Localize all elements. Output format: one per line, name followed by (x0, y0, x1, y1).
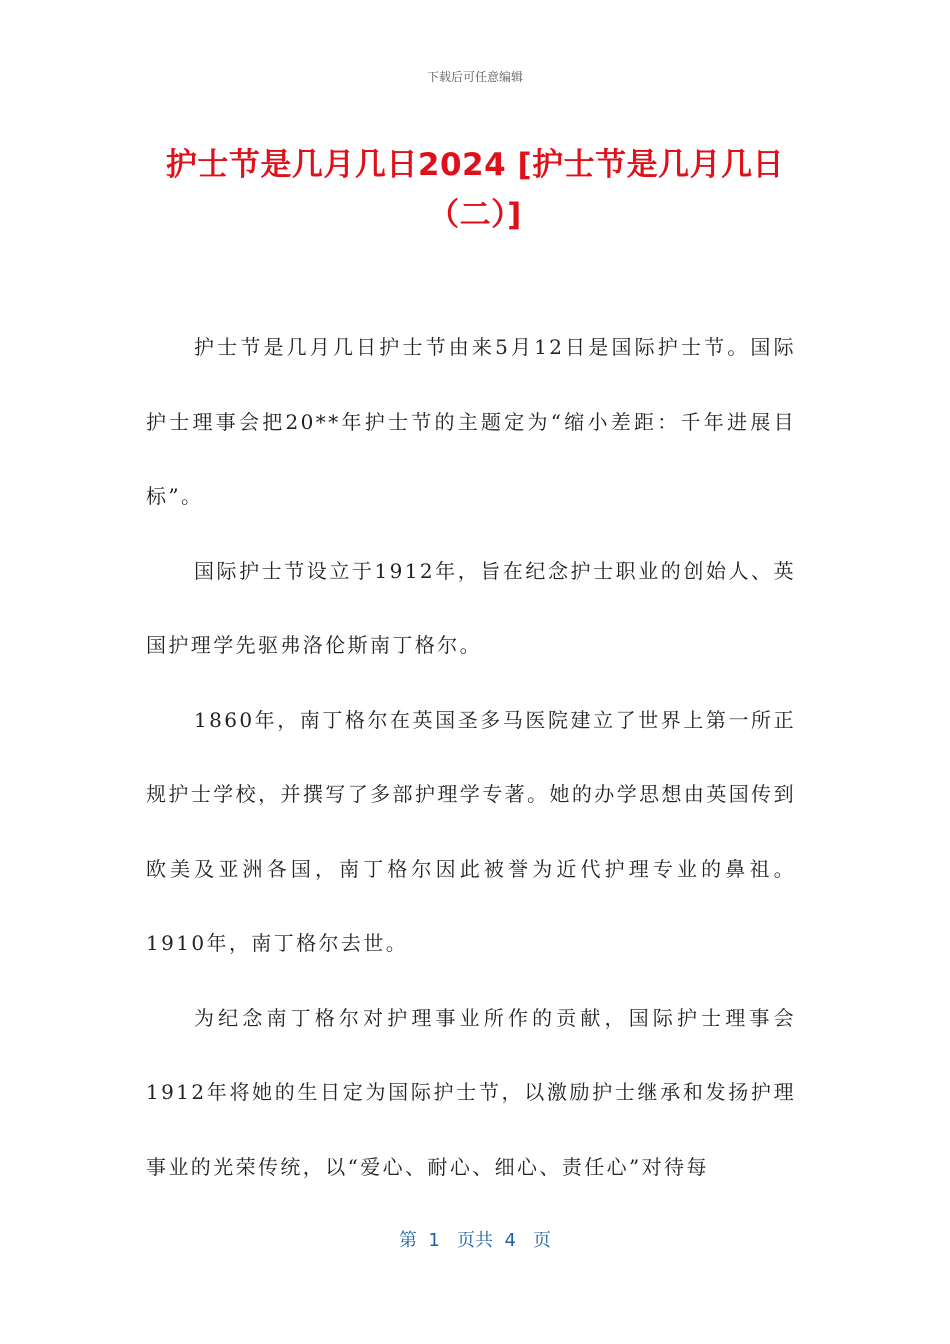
header-note: 下载后可任意编辑 (426, 70, 523, 84)
document-body (146, 310, 796, 1204)
paragraph-2: 国际护士节设立于1912年，旨在纪念护士职业的创始人、英国护理学先驱弗洛伦斯南丁格尔。 (146, 558, 796, 657)
paragraph-3: 1860年，南丁格尔在英国圣多马医院建立了世界上第一所正规护士学校，并撰写了多部护理学专著。她的办学思想由英国传到欧美及亚洲各国，南丁格尔因此被誉为近代护理专业的鼻祖。1910年，南丁格尔去世。 (146, 707, 796, 955)
paragraph-1: 护士节是几月几日护士节由来5月12日是国际护士节。国际护士理事会把20**年护士节的主题定为“缩小差距：千年进展目标”。 (146, 335, 796, 508)
document-title: 护士节是几月几日2024 [护士节是几月几日（二）] (165, 147, 785, 233)
page-number-footer: 第 1 页共 4 页 (398, 1230, 552, 1251)
paragraph-4: 为纪念南丁格尔对护理事业所作的贡献，国际护士理事会1912年将她的生日定为国际护士节，以激励护士继承和发扬护理事业的光荣传统，以“爱心、耐心、细心、责任心”对待每 (146, 1005, 796, 1179)
